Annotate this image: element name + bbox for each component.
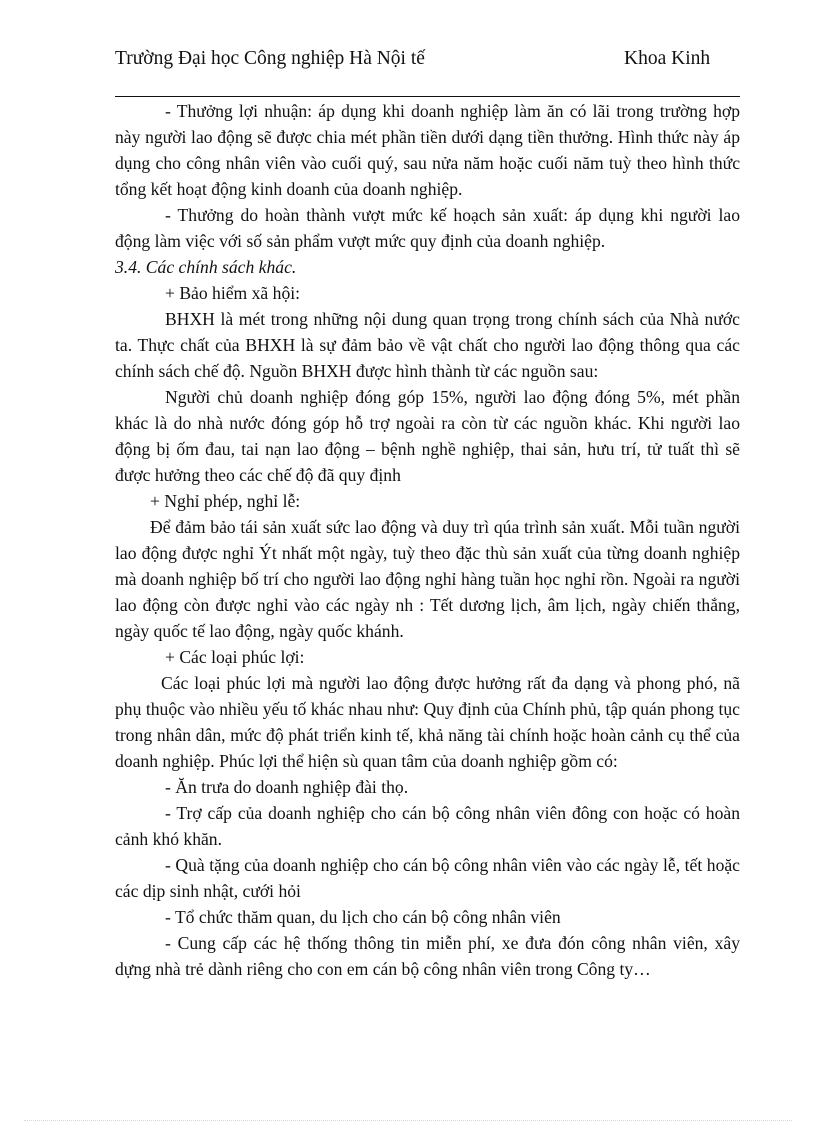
paragraph-social-insurance: BHXH là mét trong những nội dung quan trọng trong chính sách của Nhà nước ta. Thực chất của BHXH là sự đảm bảo về vật chất cho người lao động thông qua các chính sách chế độ. Nguồn BHXH được hình thành từ các nguồn sau:: [115, 309, 740, 381]
list-item-lunch: - Ăn trưa do doanh nghiệp đài thọ.: [165, 777, 409, 797]
paragraph-contributions: Người chủ doanh nghiệp đóng góp 15%, người lao động đóng 5%, mét phần khác là do nhà nước đóng góp hỗ trợ ngoài ra còn từ các nguồn khác. Khi người lao động bị ốm đau, tai nạn lao động – bệnh nghề nghiệp, thai sản, hưu trí, tử tuất thì sẽ được hưởng theo các chế độ đã quy định: [115, 387, 740, 485]
section-heading: 3.4. Các chính sách khác.: [115, 257, 297, 277]
list-item-services: - Cung cấp các hệ thống thông tin miễn phí, xe đưa đón công nhân viên, xây dựng nhà trẻ dành riêng cho con em cán bộ công nhân viên trong Công ty…: [115, 933, 740, 979]
paragraph-bonus-plan: - Thưởng do hoàn thành vượt mức kế hoạch sản xuất: áp dụng khi người lao động làm việc với số sản phẩm vượt mức quy định của doanh nghiệp.: [115, 205, 740, 251]
header-faculty: Khoa Kinh: [624, 48, 711, 69]
list-item-gifts: - Quà tặng của doanh nghiệp cho cán bộ công nhân viên vào các ngày lễ, tết hoặc các dịp sinh nhật, cưới hỏi: [115, 855, 740, 901]
paragraph-leave: Để đảm bảo tái sản xuất sức lao động và duy trì qúa trình sản xuất. Mỗi tuần người lao động được nghỉ Ýt nhất một ngày, tuỳ theo đặc thù sản xuất của từng doanh nghiệp mà doanh nghiệp bố trí cho người lao động nghỉ hàng tuần học nghỉ rồn. Ngoài ra người lao động còn được nghỉ vào các ngày nh : Tết dương lịch, âm lịch, ngày chiến thắng, ngày quốc tế lao động, ngày quốc khánh.: [115, 517, 740, 641]
paragraph-bonus-profit: - Thưởng lợi nhuận: áp dụng khi doanh nghiệp làm ăn có lãi trong trường hợp này người lao động sẽ được chia mét phần tiền dưới dạng tiền thưởng. Hình thức này áp dụng cho công nhân viên vào cuối quý, sau nửa năm hoặc cuối năm tuỳ theo hình thức tổng kết hoạt động kinh doanh của doanh nghiệp.: [115, 101, 740, 199]
document-body: [115, 98, 740, 982]
paragraph-welfare: Các loại phúc lợi mà người lao động được hưởng rất đa dạng và phong phó, nã phụ thuộc vào nhiều yếu tố khác nhau như: Quy định của Chính phủ, tập quán phong tục trong nhân dân, mức độ phát triển kinh tế, khả năng tài chính hoặc hoàn cảnh cụ thể của doanh nghiệp. Phúc lợi thể hiện sù quan tâm của doanh nghiệp gồm có:: [115, 673, 740, 771]
list-item-allowance: - Trợ cấp của doanh nghiệp cho cán bộ công nhân viên đông con hoặc có hoàn cảnh khó khăn.: [115, 803, 740, 849]
subheading-leave: + Nghỉ phép, nghỉ lễ:: [150, 491, 301, 511]
subheading-welfare: + Các loại phúc lợi:: [165, 647, 305, 667]
header-university: Trường Đại học Công nghiệp Hà Nội tế: [115, 48, 425, 69]
page-bottom-border: [24, 1120, 792, 1121]
subheading-social-insurance: + Bảo hiểm xã hội:: [165, 283, 301, 303]
list-item-travel: - Tổ chức thăm quan, du lịch cho cán bộ công nhân viên: [165, 907, 561, 927]
header-divider: [115, 96, 740, 97]
